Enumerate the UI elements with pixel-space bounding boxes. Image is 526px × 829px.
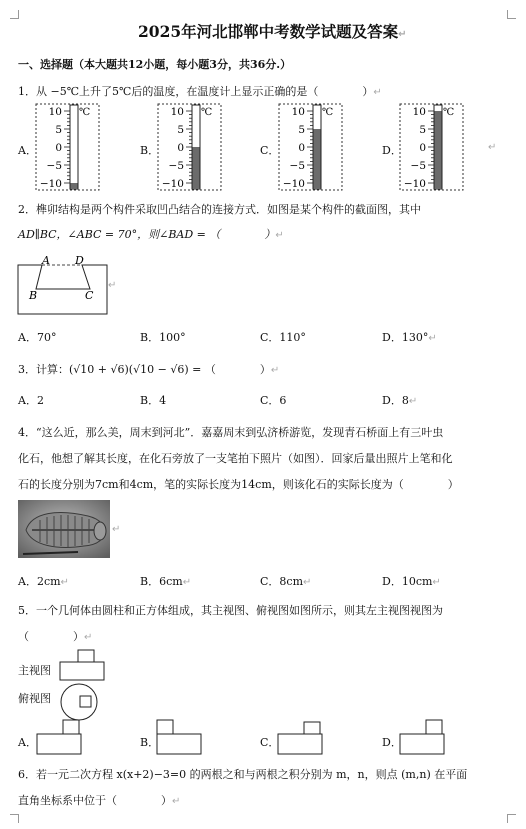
tick-label: 0 [55,142,62,154]
front-view-label: 主视图 [18,664,51,677]
question-5-stem: 5．一个几何体由圆柱和正方体组成，其主视图、俯视图如图所示，则其左主视图视图为 [18,604,443,617]
return-mark: ↵ [112,524,121,535]
crop-mark-top-left [10,10,19,19]
tick-label: 0 [177,142,184,154]
trilobite-fossil [26,513,106,548]
question-6-line-1: 6．若一元二次方程 x(x+2)−3=0 的两根之和与两根之积分别为 m，n，则点 (m,n) 在平面 [18,768,468,781]
thermometer-d [399,103,465,193]
point-b-label: B [29,289,38,302]
tick-label: 10 [170,106,184,118]
tick-label: −10 [161,178,184,190]
q2-option-a[interactable]: A．70° [18,331,57,344]
q5-option-d-figure[interactable] [398,718,448,758]
mercury-column [435,111,442,189]
section-heading: 一、选择题（本大题共12小题，每小题3分，共36分.） [18,58,292,71]
tick-label: 5 [55,124,62,136]
front-view-figure [58,648,106,682]
question-1-stem: 1．从 −5℃上升了5℃后的温度，在温度计上显示正确的是（ ）↵ [18,85,382,98]
unit-label: ℃ [79,107,91,118]
question-2-stem: 2．榫卯结构是两个构件采取凹凸结合的连接方式．如图是某个构件的截面图，其中 [18,203,421,216]
q5-option-b-figure[interactable] [155,718,205,758]
mercury-column [193,147,200,189]
tick-label: 10 [48,106,62,118]
q4-option-d[interactable]: D．10cm↵ [382,575,441,588]
q2-option-d[interactable]: D．130°↵ [382,331,437,344]
q5-option-c-figure[interactable] [276,718,326,758]
tick-label: 5 [177,124,184,136]
question-3-stem: 3．计算：(√10 + √6)(√10 − √6) = （ ）↵ [18,363,280,376]
mercury-column [71,183,78,189]
q1-option-a[interactable]: A． [18,144,37,157]
q5-option-c[interactable]: C． [260,736,280,749]
point-c-label: C [85,289,94,302]
tick-label: 0 [298,142,305,154]
tick-label: 10 [291,106,305,118]
q4-option-a[interactable]: A．2cm↵ [18,575,69,588]
crop-mark-bottom-right [507,814,516,823]
q2-option-b[interactable]: B．100° [140,331,186,344]
question-4-line-1: 4．“这么近，那么美，周末到河北”．嘉嘉周末到弘济桥游览，发现青石桥面上有三叶虫 [18,426,444,439]
q3-option-c[interactable]: C．6 [260,394,287,407]
tick-label: 0 [419,142,426,154]
question-2-stem-2: AD∥BC，∠ABC = 70°，则∠BAD = （ ）↵ [18,228,284,241]
question-6-line-2: 直角坐标系中位于（ ）↵ [18,794,181,807]
tick-label: −5 [289,160,305,172]
page-title: 2025年河北邯郸中考数学试题及答案↵ [138,22,407,41]
top-view-figure [58,682,102,722]
q5-option-d[interactable]: D． [382,736,402,749]
tick-label: −5 [168,160,184,172]
fossil-photo [18,500,110,558]
question-4-line-2: 化石，他想了解其长度，在化石旁放了一支笔拍下照片（如图）．回家后量出照片上笔和化 [18,452,453,465]
thermometer-tube [70,105,78,189]
question-4-line-3: 石的长度分别为7cm和4cm，笔的实际长度为14cm，则该化石的实际长度为（ ） [18,478,459,491]
tick-label: −10 [403,178,426,190]
tick-label: 10 [412,106,426,118]
tick-label: 5 [298,124,305,136]
thermometer-a [35,103,101,193]
q4-option-b[interactable]: B．6cm↵ [140,575,192,588]
q3-option-d[interactable]: D．8↵ [382,394,418,407]
crop-mark-top-right [507,10,516,19]
thermometer-b [157,103,223,193]
unit-label: ℃ [322,107,334,118]
question-5-stem-2: （ ）↵ [18,630,93,643]
q1-option-c[interactable]: C． [260,144,280,157]
q3-option-a[interactable]: A．2 [18,394,44,407]
q5-option-a-figure[interactable] [35,718,85,758]
q4-option-c[interactable]: C．8cm↵ [260,575,312,588]
tick-label: −10 [39,178,62,190]
q1-option-d[interactable]: D． [382,144,402,157]
q3-option-b[interactable]: B．4 [140,394,167,407]
top-view-label: 俯视图 [18,692,51,705]
tick-label: −10 [282,178,305,190]
tick-label: −5 [410,160,426,172]
point-a-label: A [42,254,50,267]
q2-option-c[interactable]: C．110° [260,331,306,344]
q5-option-b[interactable]: B． [140,736,160,749]
crop-mark-bottom-left [10,814,19,823]
thermometer-c [278,103,344,193]
return-mark: ↵ [108,280,117,291]
q5-option-a[interactable]: A． [18,736,37,749]
q1-option-b[interactable]: B． [140,144,160,157]
unit-label: ℃ [201,107,213,118]
q2-section-figure [16,253,116,317]
tick-label: 5 [419,124,426,136]
tick-label: −5 [46,160,62,172]
point-d-label: D [75,254,84,267]
return-mark: ↵ [488,142,497,153]
mercury-column [314,129,321,189]
unit-label: ℃ [443,107,455,118]
